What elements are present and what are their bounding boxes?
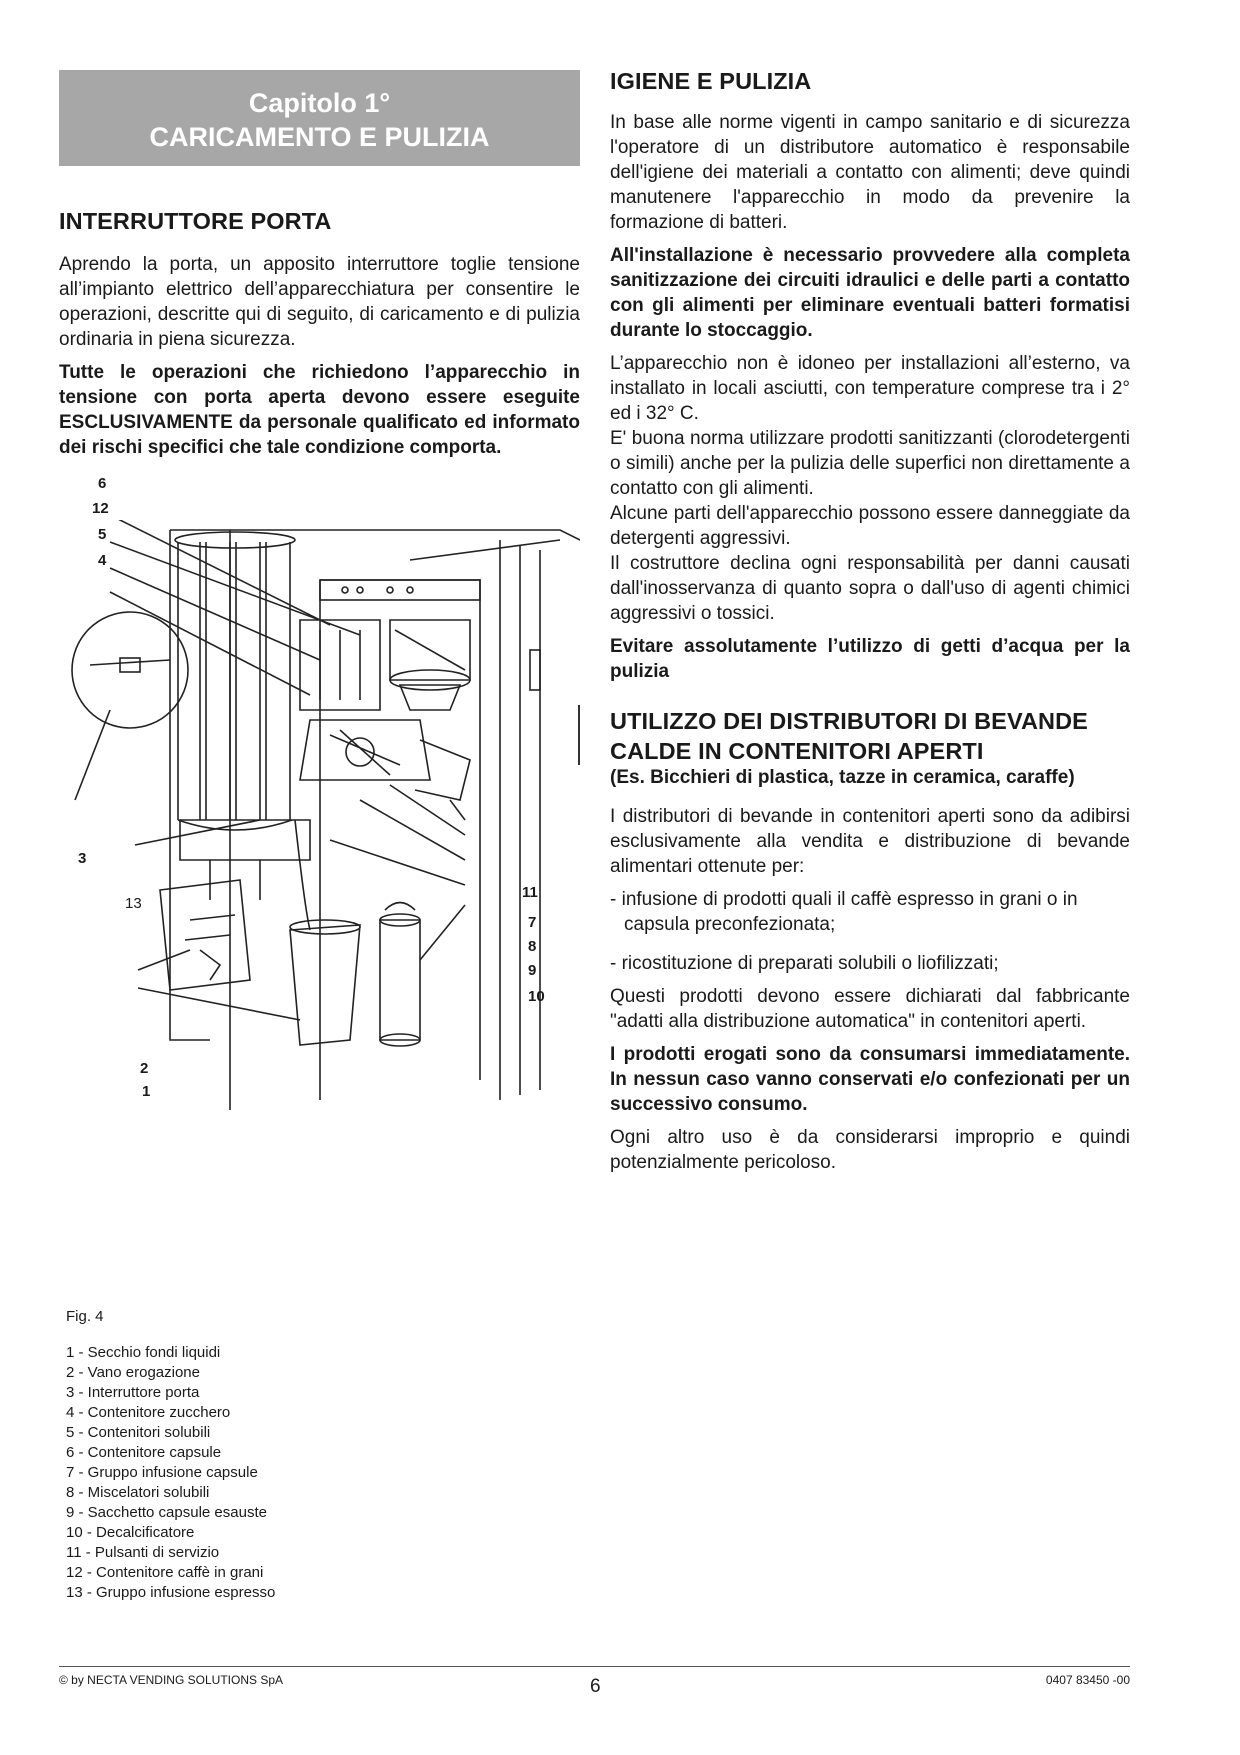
- callout-3: 3: [78, 850, 87, 867]
- callout-11: 11: [522, 884, 538, 901]
- warning-text-1: Tutte le operazioni che richiedono l’apparecchio in tensione con porta aperta devono essere eseguite: [59, 362, 580, 408]
- legend-item: 5 - Contenitori solubili: [66, 1424, 211, 1441]
- list-item: - infusione di prodotti quali il caffè espresso in grani o in capsula preconfezionata;: [610, 889, 1078, 935]
- dispensers-paragraph-3: Ogni altro uso è da considerarsi improprio e quindi potenzialmente pericoloso.: [610, 1127, 1130, 1173]
- callout-6: 6: [98, 475, 107, 492]
- legend-item: 12 - Contenitore caffè in grani: [66, 1564, 264, 1581]
- dispensers-heading-line2: CALDE IN CONTENITORI APERTI: [610, 738, 984, 764]
- hygiene-paragraph-2: All'installazione è necessario provvedere alla completa sanitizzazione dei circuiti idraulici e delle parti a contatto con gli alimenti per eliminare eventuali batteri formatisi durante lo stoccaggio.: [610, 245, 1130, 341]
- dispensers-warning: I prodotti erogati sono da consumarsi immediatamente. In nessun caso vanno conservati e/o confezionati per un successivo consumo.: [610, 1044, 1130, 1115]
- hygiene-paragraph-5: Alcune parti dell'apparecchio possono essere danneggiate da detergenti aggressivi.: [610, 503, 1130, 549]
- callout-13: 13: [125, 895, 142, 912]
- legend-item: 8 - Miscelatori solubili: [66, 1484, 210, 1501]
- legend-item: 10 - Decalcificatore: [66, 1524, 195, 1541]
- legend-item: 7 - Gruppo infusione capsule: [66, 1464, 258, 1481]
- legend-item: 6 - Contenitore capsule: [66, 1444, 222, 1461]
- dispensers-paragraph-1: I distributori di bevande in contenitori aperti sono da adibirsi esclusivamente alla vendita e distribuzione di bevande alimentari ottenute per:: [610, 806, 1130, 877]
- legend-item: 4 - Contenitore zucchero: [66, 1404, 231, 1421]
- footer-copyright: © by NECTA VENDING SOLUTIONS SpA: [59, 1673, 284, 1687]
- hygiene-paragraph-1: In base alle norme vigenti in campo sanitario e di sicurezza l'operatore di un distributore automatico è responsabile dell'igiene dei materiali a contatto con alimenti; deve quindi manutenere l'apparecchio in modo da prevenire la formazione di batteri.: [610, 112, 1130, 233]
- legend-item: 3 - Interruttore porta: [66, 1384, 200, 1401]
- chapter-title: CARICAMENTO E PULIZIA: [149, 122, 490, 152]
- hygiene-paragraph-6: Il costruttore declina ogni responsabilità per danni causati dall'inosservanza di quanto sopra o dall'uso di agenti chimici aggressivi o tossici.: [610, 553, 1130, 624]
- section-heading-dispensers: [610, 706, 1130, 766]
- left-column: [59, 70, 580, 460]
- page-number: 6: [590, 1676, 601, 1697]
- machine-illustration: [60, 520, 580, 1110]
- legend-item: 1 - Secchio fondi liquidi: [66, 1344, 221, 1361]
- callout-8: 8: [528, 938, 537, 955]
- callout-4: 4: [98, 552, 107, 569]
- section-heading-door-switch: INTERRUTTORE PORTA: [59, 208, 332, 234]
- hygiene-warning: Evitare assolutamente l’utilizzo di getti d’acqua per la pulizia: [610, 636, 1130, 682]
- hygiene-paragraph-3: L’apparecchio non è idoneo per installazioni all’esterno, va installato in locali asciutti, con temperature comprese tra i 2° ed i 32° C.: [610, 353, 1130, 424]
- chapter-title-box: [59, 70, 580, 166]
- right-column: [610, 66, 1130, 1175]
- door-switch-warning: [59, 360, 580, 460]
- dispensers-paragraph-2: Questi prodotti devono essere dichiarati dal fabbricante "adatti alla distribuzione automatica" in contenitori aperti.: [610, 986, 1130, 1032]
- figure-legend: [66, 1307, 275, 1603]
- legend-item: 2 - Vano erogazione: [66, 1364, 200, 1381]
- callout-1: 1: [142, 1083, 151, 1100]
- list-item: - ricostituzione di preparati solubili o liofilizzati;: [610, 953, 999, 974]
- door-switch-paragraph: Aprendo la porta, un apposito interruttore toglie tensione all’impianto elettrico dell’apparecchiatura per consentire le operazioni, descritte qui di seguito, di caricamento e di pulizia ordinaria in piena sicurezza.: [59, 254, 580, 350]
- callout-5: 5: [98, 526, 107, 543]
- dispensers-subheading: (Es. Bicchieri di plastica, tazze in ceramica, caraffe): [610, 767, 1075, 788]
- callout-7: 7: [528, 914, 537, 931]
- dispensers-heading-line1: UTILIZZO DEI DISTRIBUTORI DI BEVANDE: [610, 708, 1088, 734]
- machine-diagram: [60, 475, 580, 1110]
- chapter-number: Capitolo 1°: [248, 88, 391, 118]
- footer-divider: [59, 1666, 1130, 1667]
- legend-item: 11 - Pulsanti di servizio: [66, 1544, 220, 1561]
- hygiene-paragraph-4: E' buona norma utilizzare prodotti sanitizzanti (clorodetergenti o simili) anche per la pulizia delle superfici non direttamente a contatto con gli alimenti.: [610, 428, 1130, 499]
- margin-mark: [578, 705, 580, 765]
- warning-text-2: da personale qualificato ed informato dei rischi specifici che tale condizione comporta.: [59, 412, 580, 458]
- callout-9: 9: [528, 962, 537, 979]
- callout-2: 2: [140, 1060, 149, 1077]
- warning-emphasis: ESCLUSIVAMENTE: [59, 412, 233, 433]
- callout-10: 10: [528, 988, 545, 1005]
- legend-item: 13 - Gruppo infusione espresso: [66, 1584, 276, 1601]
- section-heading-hygiene: IGIENE E PULIZIA: [610, 68, 812, 94]
- legend-item: 9 - Sacchetto capsule esauste: [66, 1504, 267, 1521]
- document-code: 0407 83450 -00: [1045, 1673, 1130, 1687]
- callout-12: 12: [92, 500, 109, 517]
- figure-caption: Fig. 4: [66, 1308, 104, 1325]
